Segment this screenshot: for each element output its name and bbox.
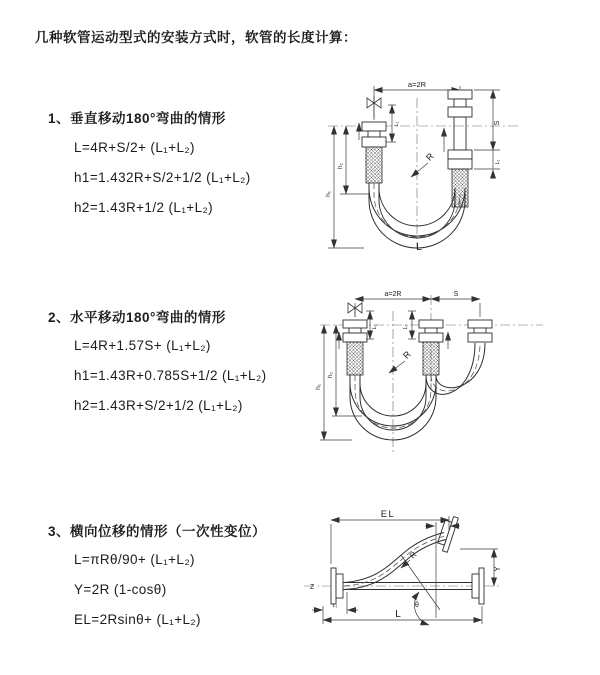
right-hose-fitting [448, 90, 472, 207]
section-1-heading: 1、垂直移动180°弯曲的情形 [48, 111, 226, 126]
section-3-formula-EL: EL=2Rsinθ+ (L₁+L₂) [74, 612, 201, 627]
dim-l1-right [493, 150, 501, 178]
dim-l1-left [386, 105, 400, 142]
centerlines [328, 98, 520, 249]
diagram-horizontal-180-bend [308, 287, 598, 467]
left-hose-fitting [362, 122, 386, 183]
dim-h2 [337, 126, 370, 194]
page-title: 几种软管运动型式的安装方式时，软管的长度计算： [35, 30, 357, 45]
dim-label-l1: L₁ [440, 519, 446, 525]
dim-top-width [355, 291, 480, 317]
section-2-formula-h1: h1=1.43R+0.785S+1/2 (L₁+L₂) [74, 368, 267, 383]
dim-h1 [325, 126, 364, 248]
radius-label: R [424, 151, 436, 163]
section-1-formula-h1: h1=1.432R+S/2+1/2 (L₁+L₂) [74, 170, 251, 185]
section-1-formula-L: L=4R+S/2+ (L₁+L₂) [74, 140, 195, 155]
dim-label-l1: L₁ [495, 159, 501, 165]
left-flange [331, 568, 343, 604]
dim-label-l1: L₁ [394, 121, 400, 127]
section-3-heading: 3、横向位移的情形（一次性变位） [48, 524, 267, 539]
dim-s [474, 90, 501, 169]
dim-label-l: L [395, 609, 401, 620]
dim-label-l1: L₁ [403, 324, 409, 330]
diagram-lateral-displacement [298, 506, 598, 648]
dim-label-y: Y [493, 566, 502, 572]
section-1-formula-h2: h2=1.43R+1/2 (L₁+L₂) [74, 200, 214, 215]
dim-label-h1: h₁ [325, 191, 332, 197]
diagram-vertical-180-bend [312, 76, 598, 252]
dim-stroke-s [431, 291, 480, 299]
section-2-heading: 2、水平移动180°弯曲的情形 [48, 310, 226, 325]
section-2-formula-h2: h2=1.43R+S/2+1/2 (L₁+L₂) [74, 398, 243, 413]
section-3-formula-Y: Y=2R (1-cosθ) [74, 582, 167, 597]
radius-callout [389, 349, 413, 373]
middle-hose-fitting [419, 320, 443, 375]
dim-label-l1: L₁ [332, 603, 338, 609]
left-hose-fitting [343, 320, 367, 375]
dim-label-width: a=2R [384, 291, 402, 298]
section-2-formula-L: L=4R+1.57S+ (L₁+L₂) [74, 338, 211, 353]
braid-section [423, 342, 439, 375]
dim-label-l1: L₁ [372, 324, 378, 330]
theta-label: θ [415, 602, 419, 609]
dim-label-h2: h₂ [337, 162, 344, 170]
centerline-break-symbol: Z [310, 584, 315, 591]
dim-label-el: EL [380, 509, 396, 520]
radius-label: R [408, 550, 419, 561]
braid-section [366, 147, 382, 183]
dim-label-h2: h₂ [327, 371, 334, 379]
dim-label-h1: h₁ [315, 384, 322, 390]
length-label: L [416, 241, 422, 253]
valve-icon [367, 96, 381, 120]
braid-section [347, 342, 363, 375]
hose-s-curve [344, 533, 446, 590]
dim-label-width: a=2R [407, 80, 427, 89]
dim-label-s: S [453, 291, 459, 298]
right-flange [472, 568, 484, 604]
dim-label-s: S [494, 120, 501, 126]
right-hose-fitting [468, 320, 492, 342]
radius-callout [411, 151, 436, 177]
radius-label: R [401, 349, 413, 361]
angle-construction [401, 522, 440, 625]
dim-l1-left [366, 311, 378, 339]
section-3-formula-L: L=πRθ/90+ (L₁+L₂) [74, 552, 195, 567]
